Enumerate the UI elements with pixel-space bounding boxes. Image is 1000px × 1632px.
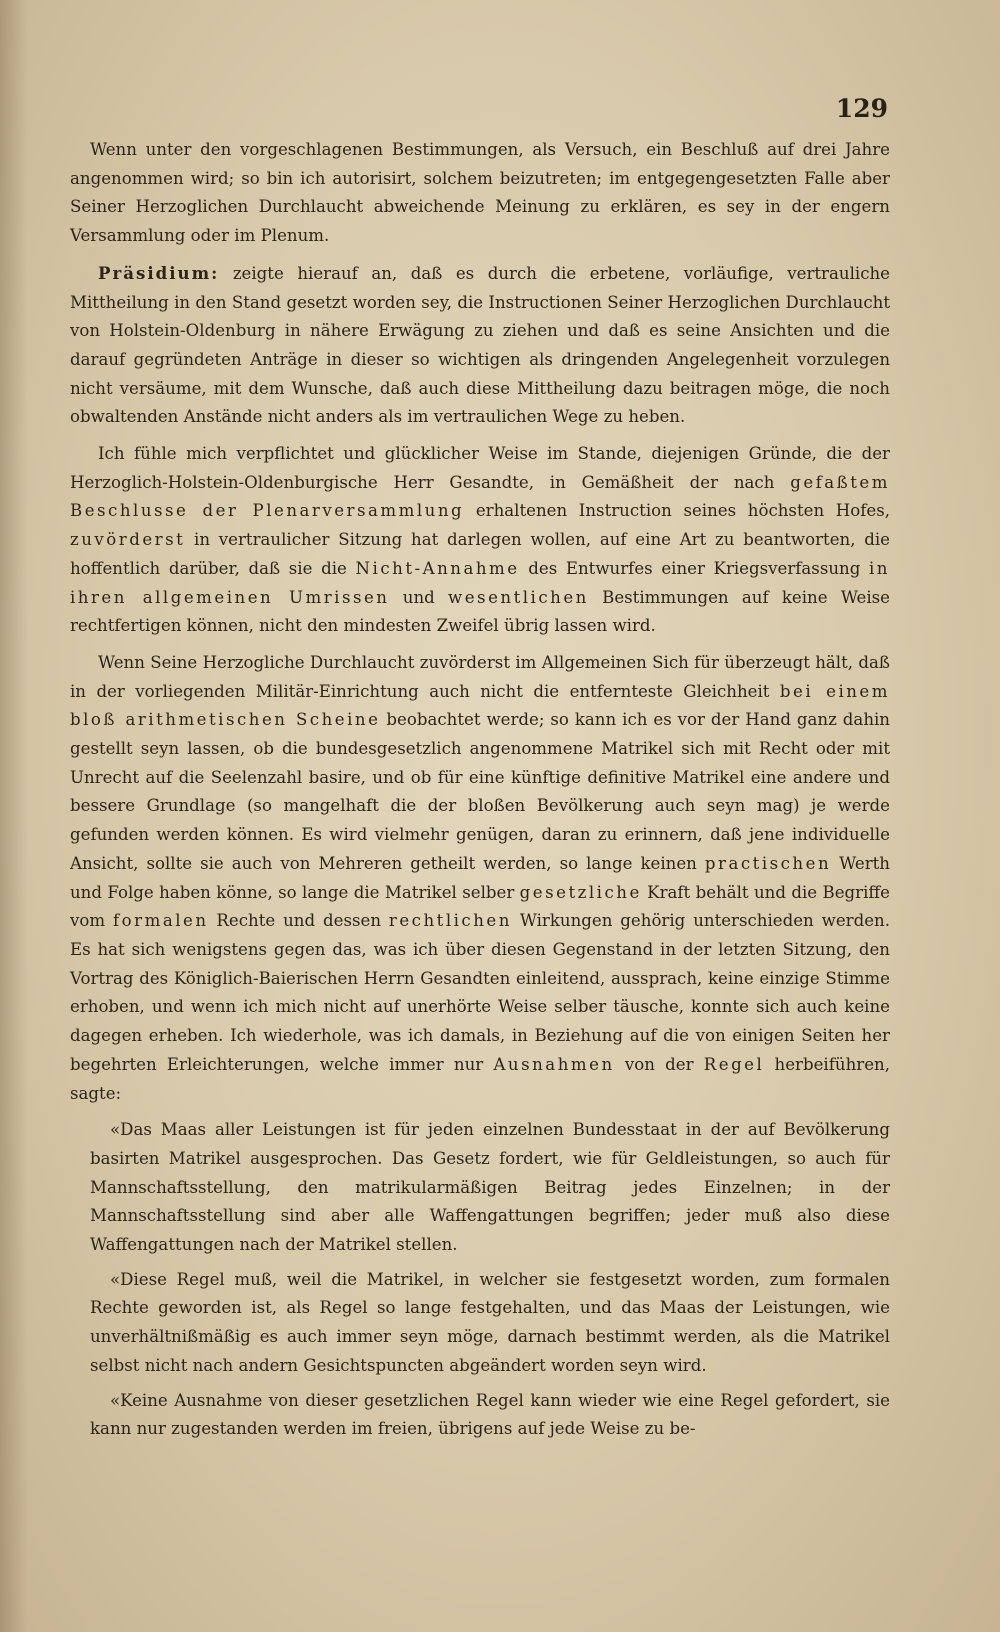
speaker-label: Präsidium: (98, 262, 220, 283)
paragraph-3 (70, 440, 890, 641)
text-run: in vertraulicher Sitzung hat darlegen wollen, auf eine Art zu beantworten, die hoffentlich darüber, daß sie die (70, 530, 890, 578)
body-text (70, 136, 890, 1450)
text-run: Werth und Folge haben könne, so lange die Matrikel selber (70, 853, 890, 902)
text-run: Bestimmungen auf keine Weise rechtfertigen können, nicht den mindesten Zweifel übrig lassen wird. (70, 587, 890, 636)
emphasis-run: gefaßtem Beschlusse der Plenarversammlung (70, 472, 890, 521)
emphasis-run: zuvörderst (70, 530, 186, 550)
text-run: des Entwurfes einer Kriegsverfassung (519, 558, 869, 578)
text-run: Ich fühle mich verpflichtet und glücklicher Weise im Stande, diejenigen Gründe, die der Herzoglich-Holstein-Oldenburgische Herr Gesandte, in Gemäßheit der nach (70, 444, 890, 492)
emphasis-run: rechtlichen (388, 911, 512, 931)
paragraph-1: Wenn unter den vorgeschlagenen Bestimmungen, als Versuch, ein Beschluß auf drei Jahre angenommen wird; so bin ich autorisirt, solchem beizutreten; im entgegengesetzten Falle aber Seiner Herzoglichen Durchlaucht abweichende Meinung zu erklären, es sey in der engern Versammlung oder im Plenum. (70, 140, 890, 246)
emphasis-run: gesetzliche (519, 882, 642, 902)
emphasis-run: Ausnahmen (493, 1054, 615, 1074)
text-run: Kraft behält und die Begriffe vom (70, 882, 890, 931)
emphasis-run: Regel (703, 1054, 765, 1074)
text-run: erhaltenen Instruction seines höchsten Hofes, (464, 501, 890, 521)
page-number: 129 (835, 94, 888, 123)
quote-paragraph-2: «Diese Regel muß, weil die Matrikel, in welcher sie festgesetzt worden, zum formalen Rechte geworden ist, als Regel so lange festgehalten, und das Maas der Leistungen, wie unverhältnißmäßig es auch immer seyn möge, darnach bestimmt werden, als die Matrikel selbst nicht nach andern Gesichtspuncten abgeändert worden seyn wird. (90, 1269, 890, 1375)
text-run: von der (614, 1054, 704, 1074)
emphasis-run: formalen (113, 911, 209, 931)
text-run: Wirkungen gehörig unterschieden werden. Es hat sich wenigstens gegen das, was ich über diesen Gegenstand in der letzten Sitzung, den Vortrag des Königlich-Baierischen Herrn Gesandten einleitend, aussprach, keine einzige Stimme erhoben, und wenn ich mich nicht auf unerhörte Weise selber täusche, konnte sich auch keine dagegen erheben. Ich wiederhole, was ich damals, in Beziehung auf die von einigen Seiten her begehrten Erleichterungen, welche immer nur (70, 911, 891, 1074)
paragraph-4 (70, 649, 890, 1108)
text-run: Wenn Seine Herzogliche Durchlaucht zuvörderst im Allgemeinen Sich für überzeugt hält, daß in der vorliegenden Militär-Einrichtung auch nicht die entfernteste Gleichheit (70, 652, 890, 701)
quote-paragraph-3: «Keine Ausnahme von dieser gesetzlichen Regel kann wieder wie eine Regel gefordert, sie kann nur zugestanden werden im freien, übrigens auf jede Weise zu be- (90, 1390, 890, 1439)
binding-shadow (0, 0, 28, 1632)
emphasis-run: wesentlichen (448, 587, 589, 607)
emphasis-run: bei einem bloß arithmetischen Scheine (70, 681, 890, 730)
text-run: Rechte und dessen (208, 911, 389, 931)
text-run: herbeiführen, sagte: (70, 1054, 890, 1103)
text-run: beobachtet werde; so kann ich es vor der Hand ganz dahin gestellt seyn lassen, ob die bundesgesetzlich angenommene Matrikel sich mit Recht oder mit Unrecht auf die Seelenzahl basire, und ob für eine künftige definitive Matrikel eine andere und bessere Grundlage (so mangelhaft die der bloßen Bevölkerung auch seyn mag) je werde gefunden werden können. Es wird vielmehr genügen, daran zu erinnern, daß jene individuelle Ansicht, sollte sie auch von Mehreren getheilt werden, so lange keinen (70, 710, 890, 873)
emphasis-run: Nicht-Annahme (355, 558, 520, 578)
paragraph-2-text: zeigte hierauf an, daß es durch die erbetene, vorläufige, vertrauliche Mittheilung in den Stand gesetzt worden sey, die Instructionen Seiner Herzoglichen Durchlaucht von Holstein-Oldenburg in nähere Erwägung zu ziehen und daß es seine Ansichten und die darauf gegründeten Anträge in dieser so wichtigen als dringenden Angelegenheit vorzulegen nicht versäume, mit dem Wunsche, daß auch diese Mittheilung dazu beitragen möge, die noch obwaltenden Anstände nicht anders als im vertraulichen Wege zu heben. (70, 263, 890, 427)
paragraph-2 (70, 259, 890, 432)
quote-paragraph-1: «Das Maas aller Leistungen ist für jeden einzelnen Bundesstaat in der auf Bevölkerung basirten Matrikel ausgesprochen. Das Gesetz fordert, wie für Geldleistungen, so auch für Mannschaftsstellung, den matrikularmäßigen Beitrag jedes Einzelnen; in der Mannschaftsstellung sind aber alle Waffengattungen begriffen; jeder muß also diese Waffengattungen nach der Matrikel stellen. (90, 1120, 890, 1255)
emphasis-run: practischen (704, 853, 832, 873)
text-run: und (389, 587, 449, 607)
emphasis-run: in ihren allgemeinen Umrissen (70, 558, 890, 607)
